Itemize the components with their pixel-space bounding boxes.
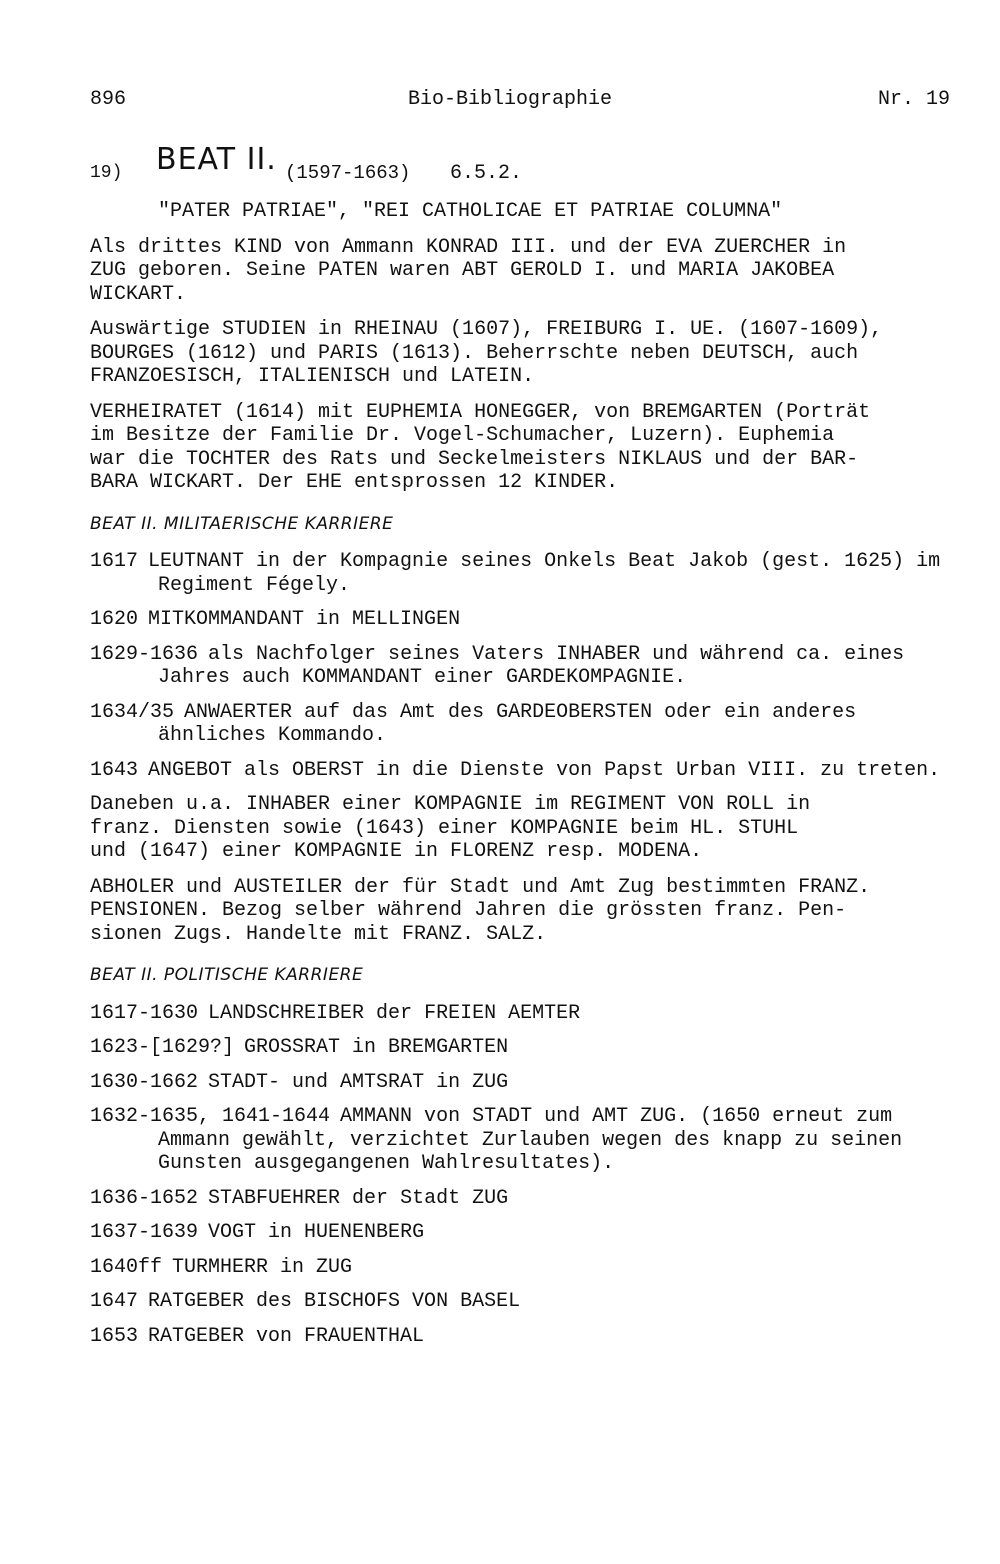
career-text: RATGEBER des BISCHOFS VON BASEL (148, 1290, 521, 1313)
paragraph-companies: Daneben u.a. INHABER einer KOMPAGNIE im REGIMENT VON ROLL in franz. Diensten sowie (1643) einer KOMPAGNIE beim HL. STUHL und (1647) einer KOMPAGNIE in FLORENZ resp. MODENA. (90, 793, 811, 863)
career-text: AMMANN von STADT und AMT ZUG. (1650 erneut zum Ammann gewählt, verzichtet Zurlauben wegen des knapp zu seinen Gunsten ausgegangenen Wahlresultates). (158, 1105, 903, 1175)
career-text: als Nachfolger seines Vaters INHABER und während ca. eines Jahres auch KOMMANDANT einer GARDEKOMPAGNIE. (158, 642, 905, 689)
entry-heading (90, 142, 970, 192)
career-year: 1636-1652 (90, 1186, 199, 1210)
entry-reference: Nr. 19 (877, 88, 950, 111)
career-item (90, 701, 970, 748)
career-item (90, 759, 970, 783)
career-text: RATGEBER von FRAUENTHAL (148, 1324, 425, 1348)
career-year: 1620 (90, 608, 139, 631)
career-text: GROSSRAT in BREMGARTEN (244, 1036, 509, 1059)
career-item (90, 1071, 970, 1095)
career-item (90, 1036, 970, 1060)
paragraph-studies: Auswärtige STUDIEN in RHEINAU (1607), FREIBURG I. UE. (1607-1609), BOURGES (1612) und PARIS (1613). Beherrschte neben DEUTSCH, auch FRANZOESISCH, ITALIENISCH und LATEIN. (90, 318, 883, 388)
career-item (90, 1221, 970, 1245)
entry-name: BEAT II. (156, 142, 277, 177)
career-text: MITKOMMANDANT in MELLINGEN (148, 608, 461, 631)
paragraph-marriage: VERHEIRATET (1614) mit EUPHEMIA HONEGGER, von BREMGARTEN (Porträt im Besitze der Familie Dr. Vogel-Schumacher, Luzern). Euphemia war die TOCHTER des Rats und Seckelmeisters NIKLAUS und der BAR- BARA WICKART. Der EHE entsprossen 12 KINDER. (90, 400, 871, 494)
entry-motto: "PATER PATRIAE", "REI CATHOLICAE ET PATRIAE COLUMNA" (158, 200, 783, 223)
career-year: 1617 (90, 550, 139, 573)
career-text: LEUTNANT in der Kompagnie seines Onkels Beat Jakob (gest. 1625) im Regiment Fégely. (148, 550, 941, 597)
career-year: 1653 (90, 1324, 139, 1348)
career-text: TURMHERR in ZUG (172, 1255, 353, 1279)
career-year: 1634/35 (90, 700, 175, 724)
page-header (90, 88, 950, 114)
career-text: STABFUEHRER der Stadt ZUG (208, 1186, 509, 1210)
career-text: ANWAERTER auf das Amt des GARDEOBERSTEN oder ein anderes ähnliches Kommando. (158, 700, 857, 747)
career-item (90, 1002, 970, 1026)
career-text: ANGEBOT als OBERST in die Dienste von Papst Urban VIII. zu treten. (148, 758, 941, 782)
career-item (90, 1325, 970, 1349)
career-year: 1617-1630 (90, 1001, 199, 1025)
career-year: 1647 (90, 1290, 139, 1313)
career-year: 1632-1635, 1641-1644 (90, 1105, 331, 1128)
paragraph-birth: Als drittes KIND von Ammann KONRAD III. und der EVA ZUERCHER in ZUG geboren. Seine PATEN waren ABT GEROLD I. und MARIA JAKOBEA WICKART. (90, 235, 847, 306)
paragraph-pensions: ABHOLER und AUSTEILER der für Stadt und Amt Zug bestimmten FRANZ. PENSIONEN. Bezog selber während Jahren die grössten franz. Pen- sionen Zugs. Handelte mit FRANZ. SALZ. (90, 875, 871, 946)
career-item (90, 1256, 970, 1280)
career-year: 1623-[1629?] (90, 1036, 235, 1059)
career-text: LANDSCHREIBER der FREIEN AEMTER (208, 1001, 581, 1025)
entry-code: 6.5.2. (450, 162, 523, 185)
career-year: 1630-1662 (90, 1070, 199, 1094)
career-text: STADT- und AMTSRAT in ZUG (208, 1070, 509, 1094)
career-item (90, 608, 970, 632)
career-item (90, 550, 970, 597)
career-year: 1629-1636 (90, 642, 199, 666)
entry-dates: (1597-1663) (285, 162, 411, 184)
entry-number: 19) (90, 163, 123, 183)
career-year: 1643 (90, 758, 139, 782)
page-number: 896 (90, 88, 127, 111)
page-body (90, 142, 970, 1359)
career-item (90, 1187, 970, 1211)
section-title-political: BEAT II. POLITISCHE KARRIERE (90, 965, 364, 985)
running-title: Bio-Bibliographie (408, 88, 613, 111)
career-item (90, 643, 970, 690)
career-year: 1637-1639 (90, 1221, 199, 1244)
career-item (90, 1105, 970, 1176)
career-item (90, 1290, 970, 1314)
career-year: 1640ff (90, 1255, 163, 1279)
career-text: VOGT in HUENENBERG (208, 1221, 425, 1244)
section-title-military: BEAT II. MILITAERISCHE KARRIERE (90, 513, 394, 534)
